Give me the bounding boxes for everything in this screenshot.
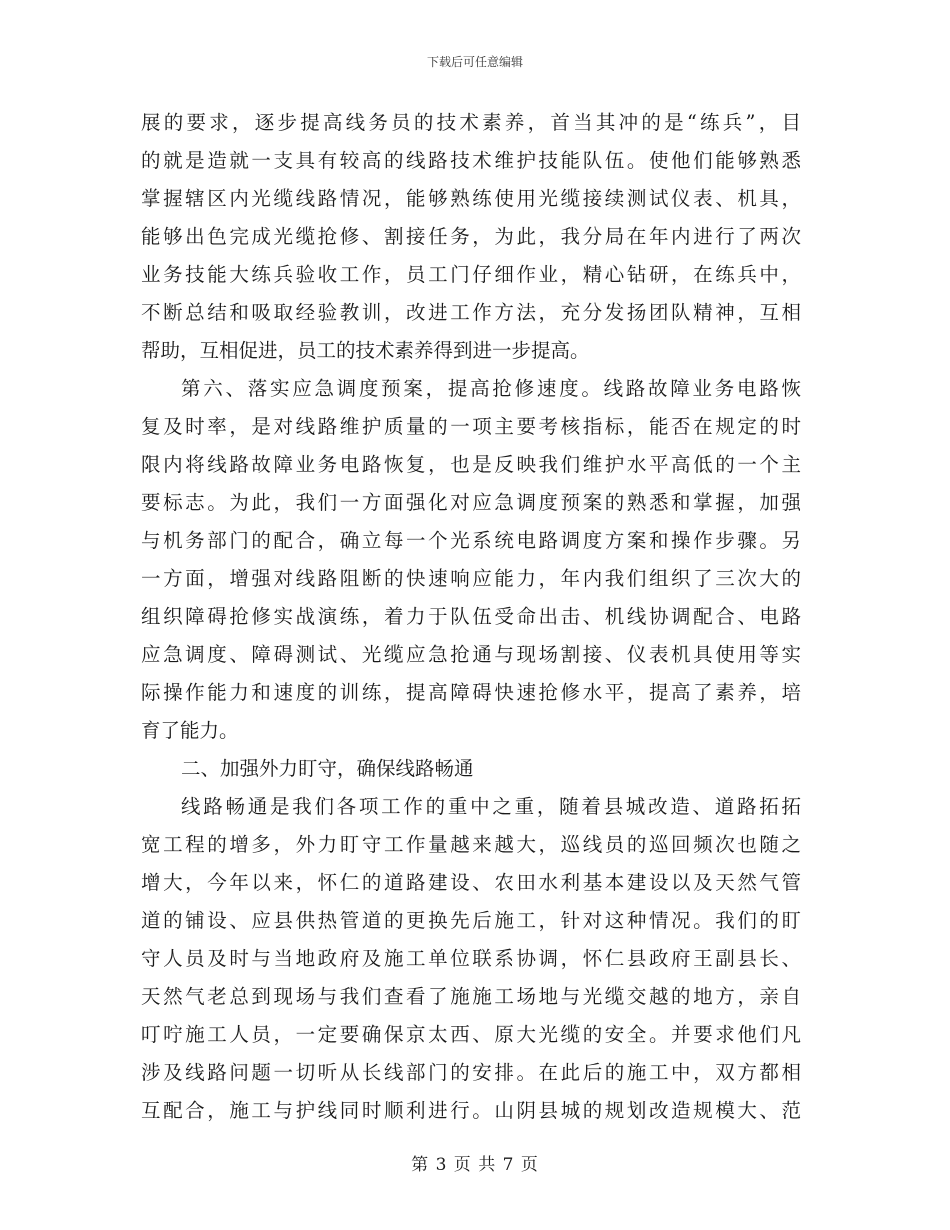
text-line: 线路畅通是我们各项工作的重中之重，随着县城改造、道路拓拓 — [181, 795, 801, 818]
text-line: 天然气老总到现场与我们查看了施施工场地与光缆交越的地方，亲自 — [141, 985, 801, 1008]
text-line: 应急调度、障碍测试、光缆应急抢通与现场割接、仪表机具使用等实 — [141, 643, 801, 666]
document-body — [141, 104, 801, 1130]
page-header: 下载后可任意编辑 — [426, 55, 523, 69]
text-line: 与机务部门的配合，确立每一个光系统电路调度方案和操作步骤。另 — [141, 529, 801, 552]
text-line: 不断总结和吸取经验教训，改进工作方法，充分发扬团队精神，互相 — [141, 301, 801, 324]
text-line: 际操作能力和速度的训练，提高障碍快速抢修水平，提高了素养，培 — [141, 681, 801, 704]
text-line: 一方面，增强对线路阻断的快速响应能力，年内我们组织了三次大的 — [141, 567, 801, 590]
text-line: 守人员及时与当地政府及施工单位联系协调，怀仁县政府王副县长、 — [141, 947, 801, 970]
text-line: 限内将线路故障业务电路恢复，也是反映我们维护水平高低的一个主 — [141, 453, 801, 476]
text-line: 能够出色完成光缆抢修、割接任务，为此，我分局在年内进行了两次 — [141, 225, 801, 248]
text-line: 复及时率，是对线路维护质量的一项主要考核指标，能否在规定的时 — [141, 415, 801, 438]
text-line: 的就是造就一支具有较高的线路技术维护技能队伍。使他们能够熟悉 — [141, 149, 801, 172]
text-line: 互配合，施工与护线同时顺利进行。山阴县城的规划改造规模大、范 — [141, 1099, 801, 1122]
text-line: 业务技能大练兵验收工作，员工门仔细作业，精心钻研，在练兵中， — [141, 263, 801, 286]
text-line: 帮助，互相促进，员工的技术素养得到进一步提高。 — [141, 339, 590, 362]
text-line: 掌握辖区内光缆线路情况，能够熟练使用光缆接续测试仪表、机具， — [141, 187, 801, 210]
text-line: 二、加强外力盯守，确保线路畅通 — [181, 757, 474, 780]
text-line: 展的要求，逐步提高线务员的技术素养，首当其冲的是“练兵”，目 — [141, 111, 801, 134]
text-line: 组织障碍抢修实战演练，着力于队伍受命出击、机线协调配合、电路 — [141, 605, 801, 628]
text-line: 第六、落实应急调度预案，提高抢修速度。线路故障业务电路恢 — [181, 377, 801, 400]
text-line: 要标志。为此，我们一方面强化对应急调度预案的熟悉和掌握，加强 — [141, 491, 801, 514]
page-footer: 第 3 页 共 7 页 — [411, 1155, 539, 1175]
text-line: 增大，今年以来，怀仁的道路建设、农田水利基本建设以及天然气管 — [141, 871, 801, 894]
text-line: 涉及线路问题一切听从长线部门的安排。在此后的施工中，双方都相 — [141, 1061, 801, 1084]
text-line: 宽工程的增多，外力盯守工作量越来越大，巡线员的巡回频次也随之 — [141, 833, 801, 856]
text-line: 道的铺设、应县供热管道的更换先后施工，针对这种情况。我们的盯 — [141, 909, 801, 932]
text-line: 育了能力。 — [141, 719, 239, 742]
text-line: 叮咛施工人员，一定要确保京太西、原大光缆的安全。并要求他们凡 — [141, 1023, 801, 1046]
